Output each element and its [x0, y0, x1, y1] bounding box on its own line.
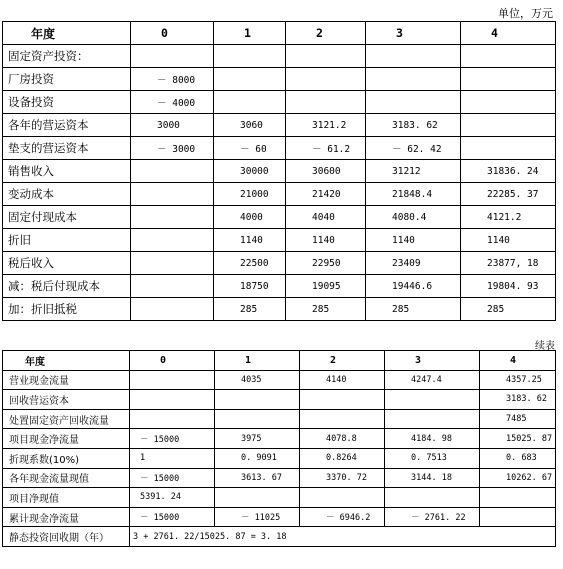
table-cell: 30600 — [286, 160, 366, 183]
row-label: 固定资产投资： — [3, 45, 131, 68]
table-cell: 1140 — [286, 229, 366, 252]
table-cell — [130, 370, 215, 390]
table-cell: 4247.4 — [385, 370, 480, 390]
table-cell: 4000 — [214, 206, 286, 229]
table-cell: 3121.2 — [286, 114, 366, 137]
table-cell: 1140 — [214, 229, 286, 252]
table-cell: 3144. 18 — [385, 468, 480, 488]
table-cell: 4080.4 — [366, 206, 461, 229]
table-cell — [366, 91, 461, 114]
table-cell: 3183. 62 — [366, 114, 461, 137]
table-cell: 4140 — [300, 370, 385, 390]
row-label: 折旧 — [3, 229, 131, 252]
row-label: 设备投资 — [3, 91, 131, 114]
table-cell: － 61.2 — [286, 137, 366, 160]
table-row — [3, 488, 556, 508]
header-cell: 年度 — [3, 351, 130, 371]
table-cell: 4040 — [286, 206, 366, 229]
table-row — [3, 409, 556, 429]
header-row — [3, 351, 556, 371]
header-cell: 2 — [300, 351, 385, 371]
table-cell: 23877, 18 — [461, 252, 556, 275]
header-cell: 年度 — [3, 22, 131, 45]
cash-flow-table-part-2 — [2, 350, 556, 547]
table-cell: 18750 — [214, 275, 286, 298]
table-cell — [130, 390, 215, 410]
table-cell — [131, 183, 214, 206]
row-label: 折现系数(10%) — [3, 448, 130, 468]
table-row — [3, 507, 556, 527]
table-cell: 3370. 72 — [300, 468, 385, 488]
table-cell — [461, 137, 556, 160]
header-cell: 2 — [286, 22, 366, 45]
row-label: 回收营运资本 — [3, 390, 130, 410]
header-row — [3, 22, 556, 45]
table-cell: 1 — [130, 448, 215, 468]
table-cell — [366, 45, 461, 68]
table-cell — [215, 390, 300, 410]
table-cell — [461, 114, 556, 137]
table-cell — [131, 45, 214, 68]
table-row — [3, 448, 556, 468]
header-cell: 1 — [215, 351, 300, 371]
table-cell — [131, 298, 214, 321]
table-cell: 285 — [461, 298, 556, 321]
table-cell: 5391. 24 — [130, 488, 215, 508]
header-cell: 0 — [130, 351, 215, 371]
table-cell: 22950 — [286, 252, 366, 275]
table-row — [3, 68, 556, 91]
header-cell: 4 — [461, 22, 556, 45]
row-label: 销售收入 — [3, 160, 131, 183]
table-row — [3, 91, 556, 114]
table-cell — [214, 45, 286, 68]
table-cell — [215, 488, 300, 508]
table-cell — [286, 68, 366, 91]
table-cell: 4035 — [215, 370, 300, 390]
table-cell: 0.8264 — [300, 448, 385, 468]
table-cell: 0. 7513 — [385, 448, 480, 468]
table-cell: 22285. 37 — [461, 183, 556, 206]
table-cell — [385, 390, 480, 410]
table-cell: － 3000 — [131, 137, 214, 160]
table-cell: － 60 — [214, 137, 286, 160]
table-cell: 19095 — [286, 275, 366, 298]
header-cell: 4 — [480, 351, 556, 371]
table-cell: 21420 — [286, 183, 366, 206]
table-cell — [385, 488, 480, 508]
table-cell: － 15000 — [130, 429, 215, 449]
row-label: 减：税后付现成本 — [3, 275, 131, 298]
table-cell: 4078.8 — [300, 429, 385, 449]
table-cell: 30000 — [214, 160, 286, 183]
row-label: 项目现金净流量 — [3, 429, 130, 449]
table-cell: 285 — [286, 298, 366, 321]
table-row — [3, 298, 556, 321]
payback-label: 静态投资回收期（年） — [3, 527, 130, 547]
table-cell: 22500 — [214, 252, 286, 275]
table-row — [3, 114, 556, 137]
table-cell: － 15000 — [130, 507, 215, 527]
table-cell: 31836. 24 — [461, 160, 556, 183]
table-cell: － 11025 — [215, 507, 300, 527]
table-cell: 21000 — [214, 183, 286, 206]
row-label: 固定付现成本 — [3, 206, 131, 229]
table-cell: 31212 — [366, 160, 461, 183]
row-label: 项目净现值 — [3, 488, 130, 508]
table-cell: 19804. 93 — [461, 275, 556, 298]
table-cell — [461, 68, 556, 91]
row-label: 营业现金流量 — [3, 370, 130, 390]
table-cell — [461, 91, 556, 114]
table-cell: － 15000 — [130, 468, 215, 488]
table-cell — [131, 206, 214, 229]
cash-flow-table-part-1 — [2, 21, 556, 321]
table-cell — [300, 390, 385, 410]
row-label: 累计现金净流量 — [3, 507, 130, 527]
table-cell: 23409 — [366, 252, 461, 275]
row-label: 垫支的营运资本 — [3, 137, 131, 160]
table-cell: 7485 — [480, 409, 556, 429]
table-cell — [131, 252, 214, 275]
table-row — [3, 160, 556, 183]
table-cell — [286, 45, 366, 68]
table-cell — [214, 68, 286, 91]
table-cell — [300, 488, 385, 508]
table-row — [3, 137, 556, 160]
header-cell: 3 — [385, 351, 480, 371]
table-row — [3, 370, 556, 390]
table-cell: 19446.6 — [366, 275, 461, 298]
header-cell: 3 — [366, 22, 461, 45]
row-label: 各年的营运资本 — [3, 114, 131, 137]
payback-row — [3, 527, 556, 547]
table-row — [3, 183, 556, 206]
header-cell: 1 — [214, 22, 286, 45]
table-cell — [131, 229, 214, 252]
table-cell — [385, 409, 480, 429]
row-label: 各年现金流量现值 — [3, 468, 130, 488]
table-cell — [300, 409, 385, 429]
table-cell — [366, 68, 461, 91]
table-cell: 4357.25 — [480, 370, 556, 390]
table-cell — [286, 91, 366, 114]
row-label: 税后收入 — [3, 252, 131, 275]
table-cell: 3060 — [214, 114, 286, 137]
table-cell — [130, 409, 215, 429]
table-cell: － 2761. 22 — [385, 507, 480, 527]
row-label: 加：折旧抵税 — [3, 298, 131, 321]
table-cell: 1140 — [461, 229, 556, 252]
unit-label: 单位，万元 — [498, 7, 553, 20]
table-row — [3, 206, 556, 229]
table-cell: － 6946.2 — [300, 507, 385, 527]
table-cell — [480, 488, 556, 508]
table-cell: 3975 — [215, 429, 300, 449]
table-row — [3, 275, 556, 298]
table-cell: 21848.4 — [366, 183, 461, 206]
table-cell: 10262. 67 — [480, 468, 556, 488]
table-cell: 4121.2 — [461, 206, 556, 229]
table-row — [3, 229, 556, 252]
table-row — [3, 390, 556, 410]
payback-value: 3 + 2761. 22/15025. 87 = 3. 18 — [130, 527, 556, 547]
table-cell: 4184. 98 — [385, 429, 480, 449]
table-row — [3, 468, 556, 488]
table-cell: － 62. 42 — [366, 137, 461, 160]
table-cell: 3183. 62 — [480, 390, 556, 410]
row-label: 处置固定资产回收流量 — [3, 409, 130, 429]
table-cell — [461, 45, 556, 68]
table-row — [3, 429, 556, 449]
row-label: 厂房投资 — [3, 68, 131, 91]
table-cell: 285 — [366, 298, 461, 321]
table-row — [3, 252, 556, 275]
table-cell — [131, 160, 214, 183]
table-cell: 0. 683 — [480, 448, 556, 468]
table-cell: － 8000 — [131, 68, 214, 91]
table-cell: 3613. 67 — [215, 468, 300, 488]
table-cell: － 4000 — [131, 91, 214, 114]
header-cell: 0 — [131, 22, 214, 45]
row-label: 变动成本 — [3, 183, 131, 206]
table-cell: 285 — [214, 298, 286, 321]
table-row — [3, 45, 556, 68]
table-cell: 1140 — [366, 229, 461, 252]
table-cell: 15025. 87 — [480, 429, 556, 449]
table-cell — [214, 91, 286, 114]
table-cell: 3000 — [131, 114, 214, 137]
table-cell — [480, 507, 556, 527]
table-cell: 0. 9091 — [215, 448, 300, 468]
table-cell — [215, 409, 300, 429]
continued-label: 续表 — [535, 341, 555, 352]
table-cell — [131, 275, 214, 298]
